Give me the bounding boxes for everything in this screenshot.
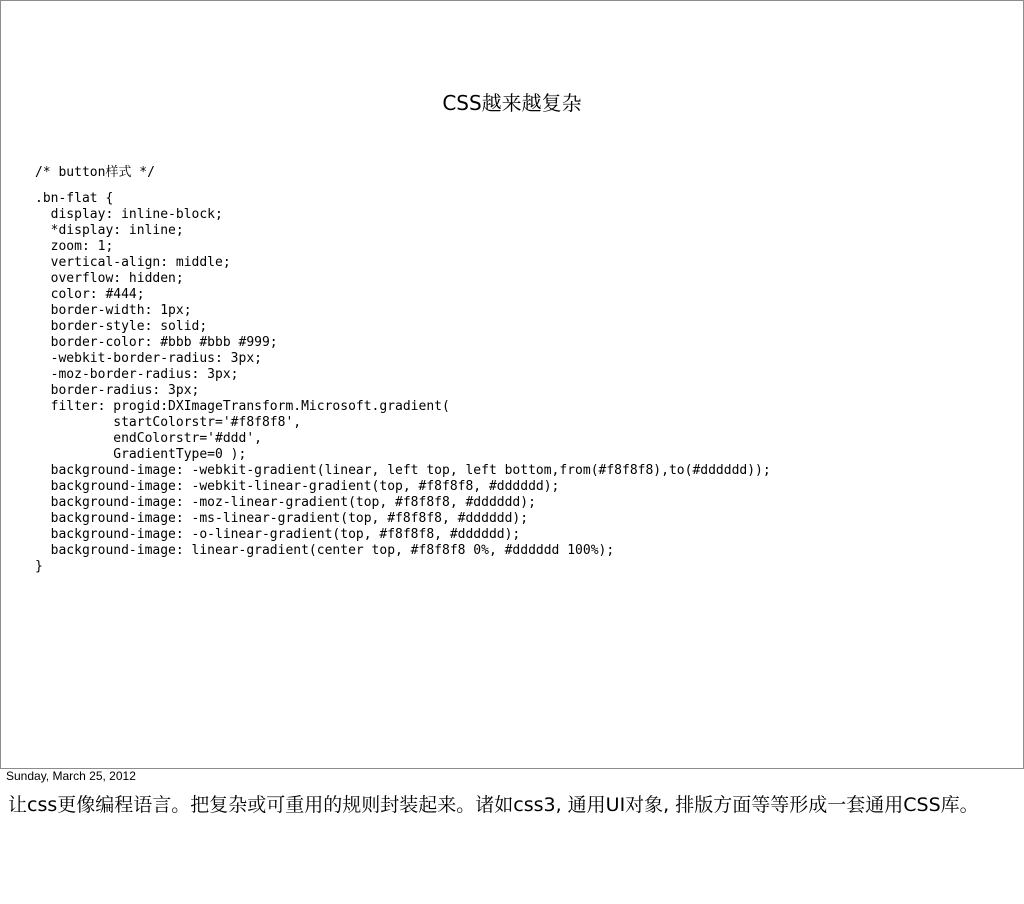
- code-line: }: [35, 559, 43, 574]
- code-line: background-image: -ms-linear-gradient(top, #f8f8f8, #dddddd);: [35, 511, 529, 526]
- code-line: background-image: linear-gradient(center top, #f8f8f8 0%, #dddddd 100%);: [35, 543, 615, 558]
- speaker-notes: 让css更像编程语言。把复杂或可重用的规则封装起来。诸如css3, 通用UI对象, 排版方面等等形成一套通用CSS库。: [8, 794, 979, 816]
- code-line: .bn-flat {: [35, 191, 114, 206]
- code-line: display: inline-block;: [35, 207, 223, 222]
- code-line: border-style: solid;: [35, 319, 208, 334]
- code-line: overflow: hidden;: [35, 271, 184, 286]
- code-line: border-radius: 3px;: [35, 383, 200, 398]
- code-line: border-color: #bbb #bbb #999;: [35, 335, 278, 350]
- code-line: GradientType=0 );: [35, 447, 247, 462]
- code-line: *display: inline;: [35, 223, 184, 238]
- code-line: -webkit-border-radius: 3px;: [35, 351, 262, 366]
- code-line: startColorstr='#f8f8f8',: [35, 415, 302, 430]
- slide-date: Sunday, March 25, 2012: [6, 769, 136, 783]
- code-line: color: #444;: [35, 287, 145, 302]
- code-line: border-width: 1px;: [35, 303, 192, 318]
- code-comment: /* button样式 */: [35, 165, 155, 180]
- code-line: background-image: -webkit-linear-gradient(top, #f8f8f8, #dddddd);: [35, 479, 560, 494]
- code-line: zoom: 1;: [35, 239, 114, 254]
- slide-title: CSS越来越复杂: [442, 91, 582, 115]
- code-line: endColorstr='#ddd',: [35, 431, 262, 446]
- code-line: filter: progid:DXImageTransform.Microsoft.gradient(: [35, 399, 450, 414]
- code-line: vertical-align: middle;: [35, 255, 231, 270]
- code-lines: [35, 191, 1015, 575]
- code-block: [35, 165, 1015, 575]
- code-line: background-image: -webkit-gradient(linear, left top, left bottom,from(#f8f8f8),to(#dddddd));: [35, 463, 771, 478]
- code-line: background-image: -moz-linear-gradient(top, #f8f8f8, #dddddd);: [35, 495, 536, 510]
- code-line: -moz-border-radius: 3px;: [35, 367, 239, 382]
- code-line: background-image: -o-linear-gradient(top, #f8f8f8, #dddddd);: [35, 527, 521, 542]
